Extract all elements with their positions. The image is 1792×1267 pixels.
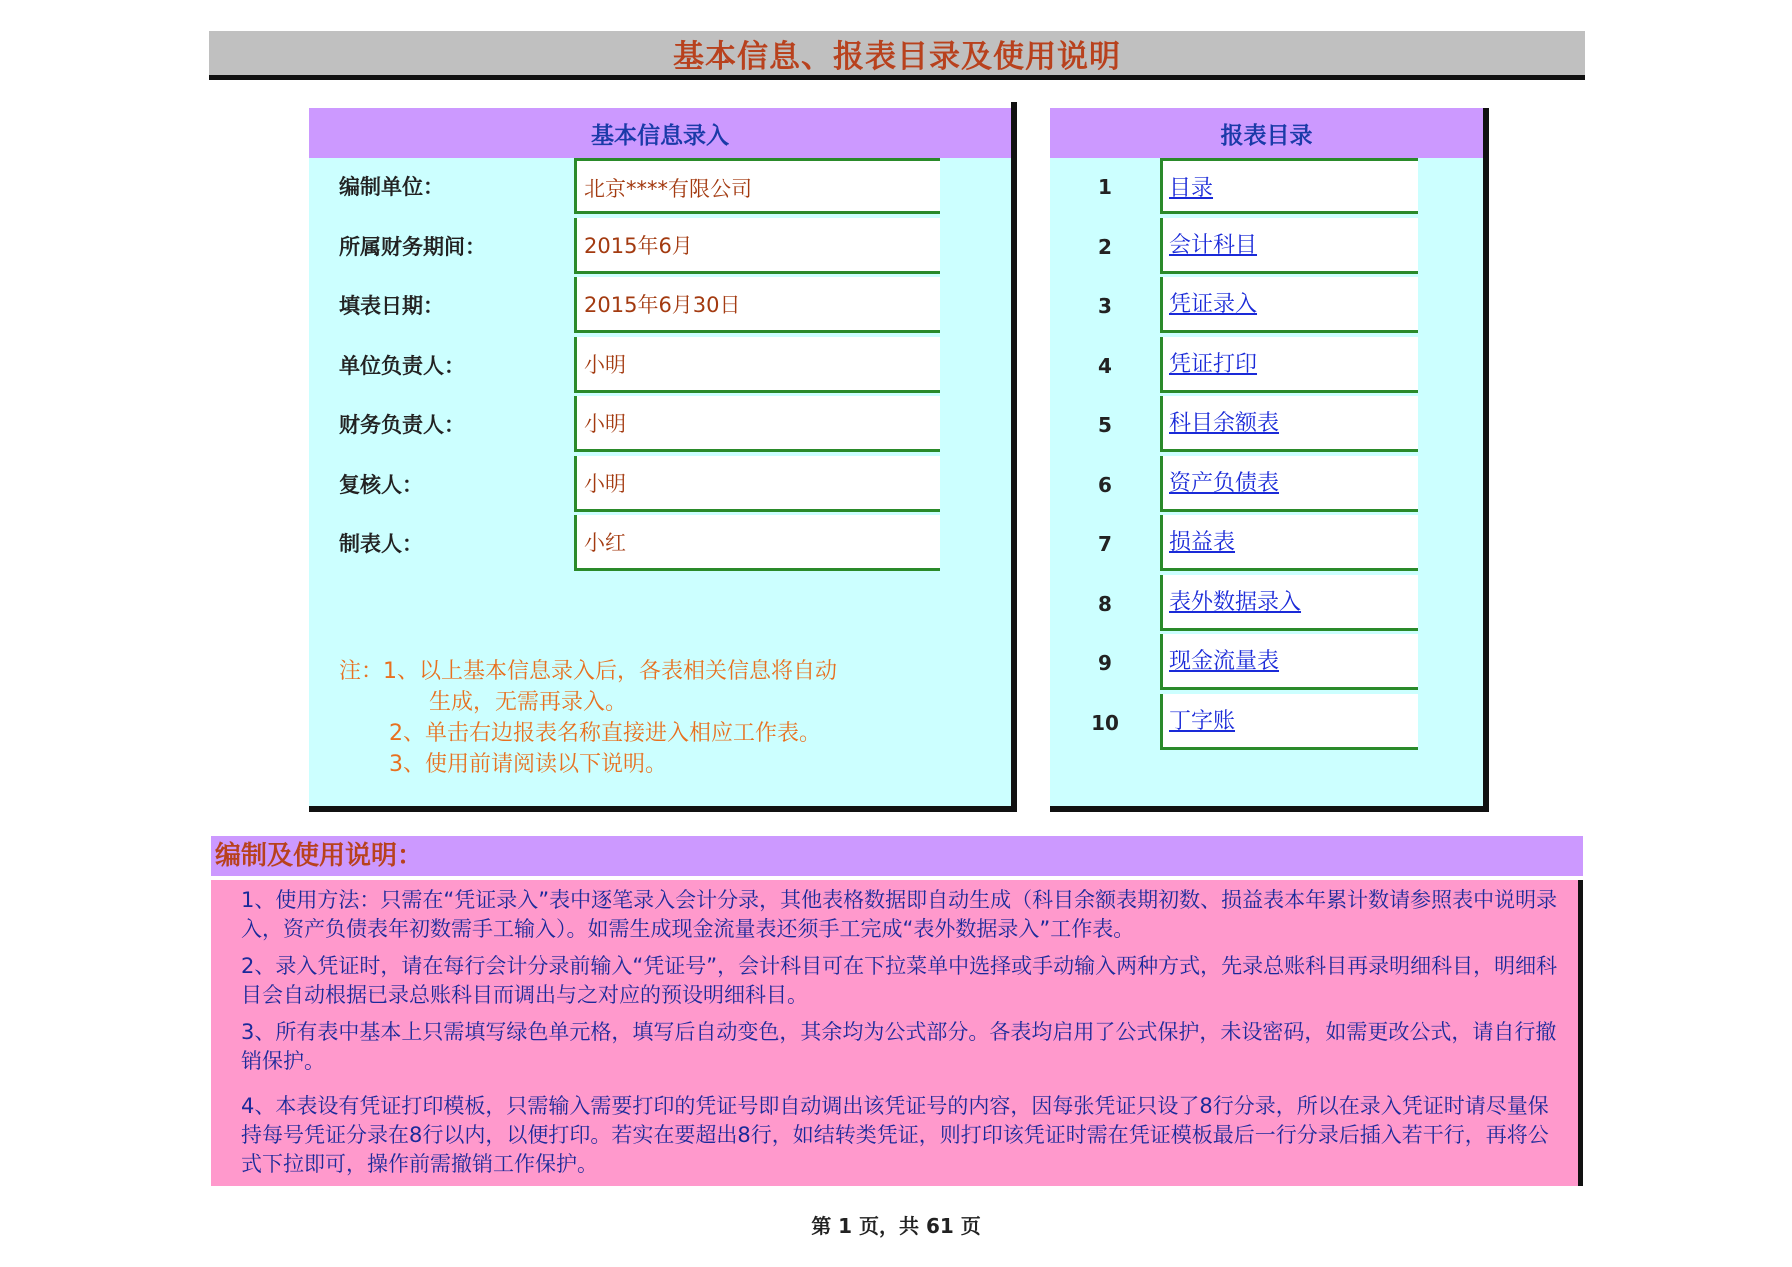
directory-row	[1050, 218, 1483, 277]
basic-info-panel	[309, 108, 1017, 812]
basic-info-title: 基本信息录入	[309, 108, 1011, 158]
instructions-title: 编制及使用说明：	[211, 836, 1583, 876]
info-row	[309, 456, 1011, 515]
note-line: 注：1、以上基本信息录入后，各表相关信息将自动	[339, 659, 837, 684]
directory-number: 2	[1098, 234, 1112, 259]
info-label: 制表人：	[339, 532, 423, 556]
instruction-paragraph: 4、本表设有凭证打印模板，只需输入需要打印的凭证号即自动调出该凭证号的内容，因每张凭证只设了8行分录，所以在录入凭证时请尽量保持每号凭证分录在8行以内，以便打印。若实在要超出8行，如结转类凭证，则打印该凭证时需在凭证模板最后一行分录后插入若干行，再将公式下拉即可，操作前需撤销工作保护。	[241, 1094, 1549, 1176]
page-title-bar	[209, 31, 1585, 80]
directory-link[interactable]: 表外数据录入	[1160, 575, 1418, 631]
note-line: 生成，无需再录入。	[429, 690, 628, 715]
panel-shadow-edge	[1011, 102, 1017, 108]
directory-link[interactable]: 目录	[1160, 158, 1418, 214]
info-label: 财务负责人：	[339, 413, 465, 437]
info-row	[309, 158, 1011, 217]
directory-number: 5	[1098, 413, 1112, 437]
info-label: 所属财务期间：	[339, 234, 486, 259]
directory-number: 3	[1098, 294, 1112, 318]
instruction-paragraph: 3、所有表中基本上只需填写绿色单元格，填写后自动变色，其余均为公式部分。各表均启用了公式保护，未设密码，如需更改公式，请自行撤销保护。	[241, 1020, 1557, 1073]
info-value-cell[interactable]: 小明	[574, 456, 940, 512]
directory-link[interactable]: 凭证录入	[1160, 277, 1418, 333]
info-label: 复核人：	[339, 472, 423, 497]
info-value-cell[interactable]: 2015年6月30日	[574, 277, 940, 333]
directory-link[interactable]: 凭证打印	[1160, 337, 1418, 393]
info-label: 编制单位：	[339, 175, 444, 199]
info-value-cell[interactable]: 小红	[574, 515, 940, 571]
directory-row	[1050, 277, 1483, 336]
directory-number: 8	[1098, 591, 1112, 616]
info-row	[309, 515, 1011, 574]
directory-link[interactable]: 丁字账	[1160, 694, 1418, 750]
directory-row	[1050, 515, 1483, 574]
directory-link[interactable]: 资产负债表	[1160, 456, 1418, 512]
page-title: 基本信息、报表目录及使用说明	[673, 38, 1121, 75]
page-footer: 第 1 页，共 61 页	[811, 1214, 981, 1238]
info-row	[309, 277, 1011, 336]
directory-link[interactable]: 会计科目	[1160, 218, 1418, 274]
note-line: 2、单击右边报表名称直接进入相应工作表。	[389, 721, 821, 746]
directory-link[interactable]: 现金流量表	[1160, 634, 1418, 690]
info-row	[309, 218, 1011, 277]
directory-row	[1050, 575, 1483, 634]
info-label: 填表日期：	[339, 294, 444, 318]
directory-row	[1050, 337, 1483, 396]
directory-row	[1050, 694, 1483, 753]
report-directory-panel	[1050, 108, 1489, 812]
info-value-cell[interactable]: 小明	[574, 337, 940, 393]
info-value-cell[interactable]: 2015年6月	[574, 218, 940, 274]
directory-number: 7	[1098, 532, 1112, 556]
directory-link[interactable]: 损益表	[1160, 515, 1418, 571]
directory-number: 6	[1098, 472, 1112, 497]
directory-number: 10	[1091, 710, 1119, 735]
instruction-paragraph: 2、录入凭证时，请在每行会计分录前输入“凭证号”，会计科目可在下拉菜单中选择或手动输入两种方式，先录总账科目再录明细科目，明细科目会自动根据已录总账科目而调出与之对应的预设明细科目。	[241, 954, 1558, 1007]
info-row	[309, 396, 1011, 455]
directory-link[interactable]: 科目余额表	[1160, 396, 1418, 452]
info-value-cell[interactable]: 北京****有限公司	[574, 158, 940, 214]
directory-row	[1050, 634, 1483, 693]
info-row	[309, 337, 1011, 396]
instruction-paragraph: 1、使用方法：只需在“凭证录入”表中逐笔录入会计分录，其他表格数据即自动生成（科目余额表期初数、损益表本年累计数请参照表中说明录入，资产负债表年初数需手工输入）。如需生成现金流量表还须手工完成“表外数据录入”工作表。	[241, 888, 1558, 941]
directory-number: 1	[1098, 175, 1112, 199]
info-value-cell[interactable]: 小明	[574, 396, 940, 452]
info-note	[339, 656, 979, 780]
note-line: 3、使用前请阅读以下说明。	[389, 752, 667, 777]
directory-row	[1050, 456, 1483, 515]
info-label: 单位负责人：	[339, 353, 465, 378]
directory-number: 4	[1098, 353, 1112, 378]
report-directory-title: 报表目录	[1050, 108, 1483, 158]
instructions-body	[211, 880, 1583, 1186]
directory-row	[1050, 396, 1483, 455]
directory-row	[1050, 158, 1483, 217]
directory-number: 9	[1098, 651, 1112, 675]
